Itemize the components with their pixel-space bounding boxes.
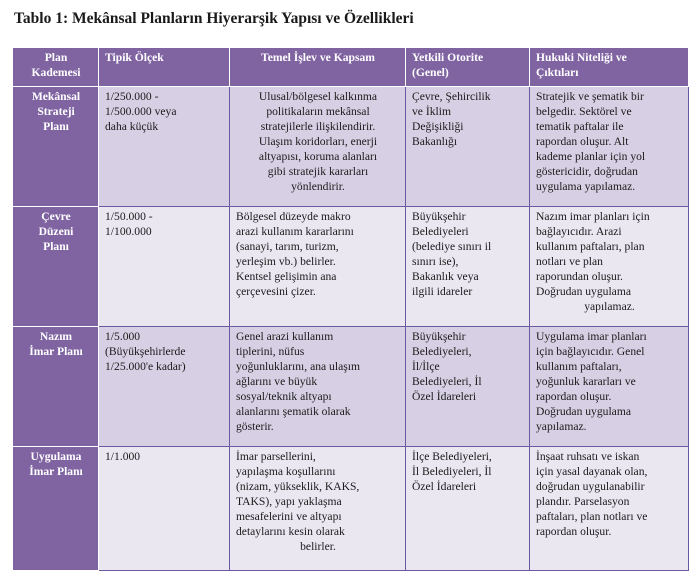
cell-line: kullanım paftaları, — [536, 360, 622, 373]
header-line: Kademesi — [31, 66, 81, 79]
cell-line: TAKS), yapı yaklaşma — [236, 495, 342, 508]
cell-line: Büyükşehir — [412, 330, 466, 343]
cell-line: göstericidir, doğrudan — [536, 165, 638, 178]
row-header-environment-plan — [13, 207, 99, 327]
cell-line: Bakanlık veya — [412, 270, 479, 283]
cell-line: 1/5.000 — [105, 330, 141, 343]
cell-line: (Büyükşehirlerde — [105, 345, 186, 358]
cell-line: belirler. — [300, 540, 336, 553]
cell-line: İl/İlçe — [412, 360, 440, 373]
cell-authority — [406, 207, 530, 327]
cell-line: doğrudan uygulanabilir — [536, 480, 645, 493]
cell-line: Özel İdareleri — [412, 480, 477, 493]
cell-line: sosyal/teknik altyapı — [236, 390, 332, 403]
cell-line: Özel İdareleri — [412, 390, 477, 403]
table-row — [13, 87, 689, 207]
header-line: Plan — [44, 51, 68, 64]
cell-line: Stratejik ve şematik bir — [536, 90, 644, 103]
cell-line: sınırı ise), — [412, 255, 459, 268]
cell-legal — [530, 87, 689, 207]
cell-line: bağlayıcıdır. Arazi — [536, 225, 622, 238]
cell-line: ağlarını ve büyük — [236, 375, 318, 388]
cell-line: İnşaat ruhsatı ve iskan — [536, 450, 640, 463]
cell-line: paftaları, plan notları ve — [536, 510, 648, 523]
cell-line: çerçevesini çizer. — [236, 285, 316, 298]
cell-line: yoğunluklarını, ana ulaşım — [236, 360, 360, 373]
cell-authority — [406, 87, 530, 207]
cell-line: tematik paftalar ile — [536, 120, 624, 133]
cell-line: rapordan oluşur. Alt — [536, 135, 629, 148]
cell-authority — [406, 447, 530, 571]
header-row — [13, 48, 689, 87]
cell-line: Uygulama — [30, 450, 82, 463]
cell-line: Doğrudan uygulama — [536, 285, 631, 298]
table-row — [13, 447, 689, 571]
cell-scale — [99, 207, 230, 327]
cell-line: ve İklim — [412, 105, 451, 118]
cell-line: uygulama yapılamaz. — [536, 180, 636, 193]
cell-line: Ulaşım koridorları, enerji — [258, 135, 378, 148]
cell-line: plandır. Parselasyon — [536, 495, 630, 508]
header-line: Çıktıları — [536, 66, 579, 79]
cell-line: (sanayi, tarım, turizm, — [236, 240, 339, 253]
cell-line: Belediyeleri, — [412, 345, 472, 358]
cell-line: tiplerini, nüfus — [236, 345, 305, 358]
cell-line: 1/500.000 veya — [105, 105, 177, 118]
header-line: Hukuki Niteliği ve — [536, 51, 627, 64]
cell-line: Planı — [43, 240, 69, 253]
header-line: Temel İşlev ve Kapsam — [261, 51, 375, 64]
cell-line: 1/250.000 - — [105, 90, 159, 103]
cell-line: stratejilerle ilişkilendirir. — [260, 120, 376, 133]
cell-line: rapordan oluşur. — [536, 390, 612, 403]
cell-line: 1/50.000 - — [105, 210, 153, 223]
cell-line: Belediyeleri — [412, 225, 469, 238]
cell-line: rapordan oluşur. — [536, 525, 612, 538]
cell-line: için bağlayıcıdır. Genel — [536, 345, 645, 358]
row-header-master-plan — [13, 327, 99, 447]
cell-line: alanlarını şematik olarak — [236, 405, 351, 418]
cell-line: ilgili idareler — [412, 285, 473, 298]
cell-line: mesafelerini ve altyapı — [236, 510, 342, 523]
cell-line: belgedir. Sektörel ve — [536, 105, 632, 118]
cell-line: arazi kullanım kararlarını — [236, 225, 354, 238]
cell-line: Planı — [43, 120, 69, 133]
cell-line: 1/100.000 — [105, 225, 152, 238]
cell-line: Bakanlığı — [412, 135, 458, 148]
cell-line: Çevre, Şehircilik — [412, 90, 491, 103]
row-header-implementation-plan — [13, 447, 99, 571]
header-authority — [406, 48, 530, 87]
cell-line: İlçe Belediyeleri, — [412, 450, 492, 463]
cell-line: politikaların mekânsal — [266, 105, 370, 118]
cell-line: kullanım paftaları, plan — [536, 240, 645, 253]
cell-line: altyapısı, koruma alanları — [258, 150, 378, 163]
cell-line: (nizam, yükseklik, KAKS, — [236, 480, 360, 493]
header-scope — [230, 48, 406, 87]
header-plan-level — [13, 48, 99, 87]
cell-line: raporundan oluşur. — [536, 270, 623, 283]
cell-scope — [230, 327, 406, 447]
cell-line: Genel arazi kullanım — [236, 330, 334, 343]
cell-line: İmar Planı — [29, 345, 83, 358]
table-title: Tablo 1: Mekânsal Planların Hiyerarşik Yapısı ve Özellikleri — [14, 10, 414, 27]
cell-line: Bölgesel düzeyde makro — [236, 210, 351, 223]
cell-line: kademe planlar için yol — [536, 150, 646, 163]
cell-line: İl Belediyeleri, İl — [412, 465, 492, 478]
header-line: Yetkili Otorite — [412, 51, 484, 64]
cell-line: yoğunluk kararları ve — [536, 375, 636, 388]
cell-scope — [230, 447, 406, 571]
cell-line: İmar Planı — [29, 465, 83, 478]
cell-line: Belediyeleri, İl — [412, 375, 482, 388]
cell-scale — [99, 327, 230, 447]
cell-line: yerleşim vb.) belirler. — [236, 255, 336, 268]
row-header-strategy-plan — [13, 87, 99, 207]
cell-legal — [530, 447, 689, 571]
table-row — [13, 327, 689, 447]
cell-scale — [99, 447, 230, 571]
table-row — [13, 207, 689, 327]
cell-line: yapılamaz. — [584, 300, 635, 313]
cell-authority — [406, 327, 530, 447]
cell-scope — [230, 87, 406, 207]
cell-legal — [530, 207, 689, 327]
cell-line: için yasal dayanak olan, — [536, 465, 648, 478]
cell-line: Değişikliği — [412, 120, 464, 133]
header-legal — [530, 48, 689, 87]
plan-hierarchy-table — [12, 47, 689, 571]
cell-line: Mekânsal — [31, 90, 81, 103]
cell-line: Düzeni — [38, 225, 74, 238]
header-scale — [99, 48, 230, 87]
cell-line: gösterir. — [236, 420, 274, 433]
cell-line: Strateji — [37, 105, 75, 118]
cell-line: daha küçük — [105, 120, 159, 133]
cell-line: Çevre — [41, 210, 71, 223]
cell-line: yönlendirir. — [291, 180, 345, 193]
cell-line: Büyükşehir — [412, 210, 466, 223]
cell-line: 1/1.000 — [105, 450, 141, 463]
cell-line: İmar parsellerini, — [236, 450, 316, 463]
cell-line: 1/25.000'e kadar) — [105, 360, 186, 373]
cell-scope — [230, 207, 406, 327]
cell-line: Uygulama imar planları — [536, 330, 647, 343]
cell-line: notları ve plan — [536, 255, 603, 268]
cell-line: yapılaşma koşullarını — [236, 465, 336, 478]
cell-legal — [530, 327, 689, 447]
cell-line: Kentsel gelişimin ana — [236, 270, 337, 283]
cell-line: Nazım — [39, 330, 73, 343]
cell-line: (belediye sınırı il — [412, 240, 492, 253]
header-line: (Genel) — [412, 66, 449, 79]
cell-line: gibi stratejik kararları — [267, 165, 369, 178]
cell-line: detaylarını kesin olarak — [236, 525, 345, 538]
cell-line: Doğrudan uygulama — [536, 405, 631, 418]
cell-line: Nazım imar planları için — [536, 210, 650, 223]
cell-scale — [99, 87, 230, 207]
header-line: Tipik Ölçek — [105, 51, 164, 64]
cell-line: yapılamaz. — [536, 420, 587, 433]
cell-line: Ulusal/bölgesel kalkınma — [258, 90, 378, 103]
